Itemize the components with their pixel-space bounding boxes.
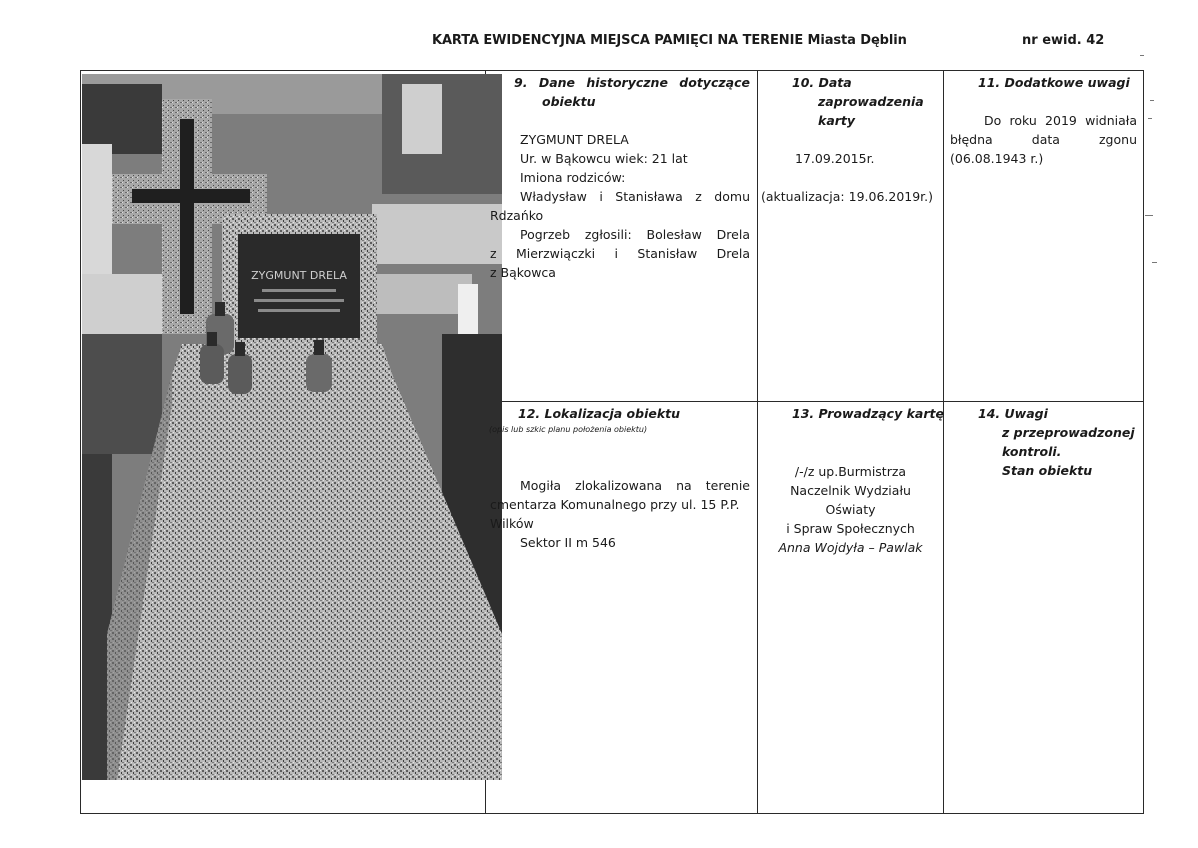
column-divider-2 xyxy=(757,70,758,814)
section-12-heading: 12. Lokalizacja obiektu xyxy=(518,406,681,421)
card-update-date: (aktualizacja: 19.06.2019r.) xyxy=(761,189,934,204)
scan-speck xyxy=(1150,100,1154,101)
section-13-body: /-/z up.Burmistrza Naczelnik Wydziału Oświaty i Spraw Społecznych Anna Wojdyła – Pawlak xyxy=(758,462,943,557)
scan-speck xyxy=(1148,118,1152,119)
grave-photo xyxy=(82,74,502,780)
table-bottom-border xyxy=(80,813,1144,814)
section-9-body xyxy=(490,130,750,282)
birth-info: Ur. w Bąkowcu wiek: 21 lat xyxy=(520,151,688,166)
table-right-border xyxy=(1143,70,1144,814)
table-left-border xyxy=(80,70,81,814)
signature-name: Anna Wojdyła – Pawlak xyxy=(778,540,923,555)
reported-line-1: Pogrzeb zgłosili: Bolesław Drela xyxy=(520,227,750,242)
section-12-location: Mogiła zlokalizowana na terenie cmentarza Komunalnego przy ul. 15 P.P. Wilków Sektor II m 546 xyxy=(490,478,750,550)
section-13-heading: 13. Prowadzący kartę xyxy=(792,406,944,421)
card-title: KARTA EWIDENCYJNA MIEJSCA PAMIĘCI NA TERENIE Miasta Dęblin xyxy=(432,33,907,48)
grave-sector: Sektor II m 546 xyxy=(520,535,616,550)
reported-line-3: z Bąkowca xyxy=(490,265,556,280)
section-11-note: Do roku 2019 widniała błędna data zgonu (06.08.1943 r.) xyxy=(950,113,1137,166)
card-date: 17.09.2015r. xyxy=(795,151,875,166)
deceased-name: ZYGMUNT DRELA xyxy=(520,132,629,147)
record-number: nr ewid. 42 xyxy=(1022,33,1105,48)
parents-line-1: Władysław i Stanisława z domu xyxy=(520,189,750,204)
parents-label: Imiona rodziców: xyxy=(520,170,626,185)
section-14-heading: 14. Uwagi z przeprowadzonej kontroli. Stan obiektu xyxy=(978,406,1135,478)
section-12-subheading: (opis lub szkic planu położenia obiektu) xyxy=(489,425,648,434)
section-10-heading: 10. Data zaprowadzenia karty xyxy=(792,75,924,128)
row-divider xyxy=(485,401,1144,402)
table-top-border xyxy=(80,70,1144,71)
scan-speck xyxy=(1152,262,1157,263)
scan-speck xyxy=(1140,55,1144,56)
section-9-heading: 9. Dane historyczne dotyczące obiektu xyxy=(514,75,750,109)
column-divider-3 xyxy=(943,70,944,814)
section-11-heading: 11. Dodatkowe uwagi xyxy=(978,75,1130,90)
scan-speck xyxy=(1145,215,1153,216)
plaque-inscription: ZYGMUNT DRELA xyxy=(251,269,347,282)
parents-line-2: Rdzańko xyxy=(490,208,544,223)
reported-line-2: z Mierzwiączki i Stanisław Drela xyxy=(490,246,750,261)
